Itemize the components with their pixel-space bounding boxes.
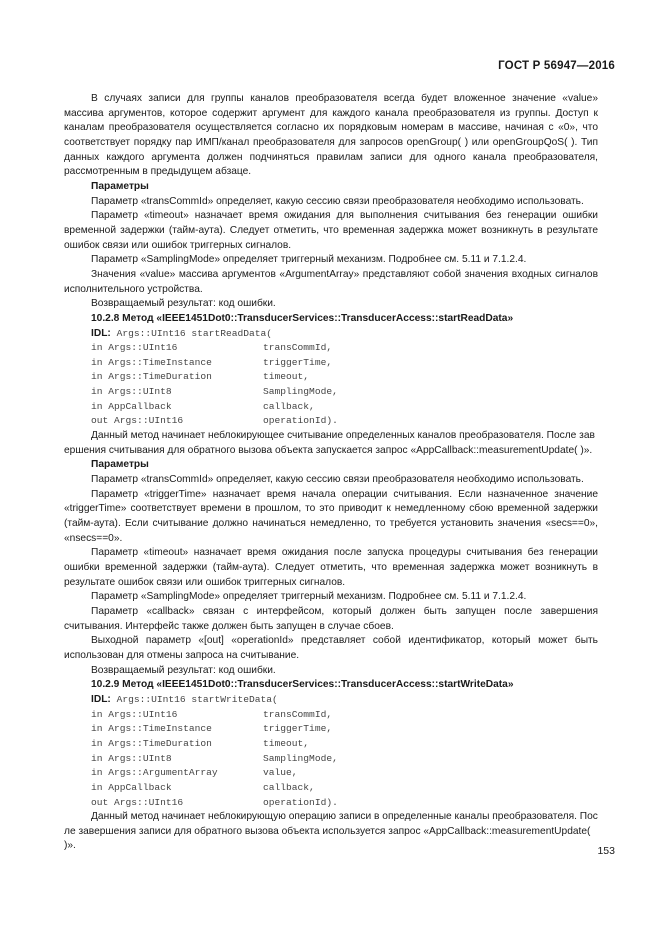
code-arg-type: in Args::ArgumentArray <box>91 767 218 779</box>
paragraph: Параметр «callback» связан с интерфейсом, который должен быть запущен после завершения считывания. Интерфейс также должен быть запущен в случае сбоев. <box>64 605 598 632</box>
code-arg-type: out Args::UInt16 <box>91 415 184 427</box>
paragraph: Параметр «timeout» назначает время ожидания после запуска процедуры считывания без генерации ошибки временной задержки (тайм-аута). Следует отметить, что временная задержка может возникнуть в результате ошибок связи или ошибок триггерных сигналов. <box>64 547 598 588</box>
idl-code-block <box>64 327 598 430</box>
code-arg-name: transCommId, <box>263 342 333 354</box>
section-heading-10-2-9: 10.2.9 Метод «IEEE1451Dot0::TransducerServices::TransducerAccess::startWriteData» <box>91 679 514 691</box>
code-arg-name: triggerTime, <box>263 356 333 368</box>
paragraph: Возвращаемый результат: код ошибки. <box>91 664 276 676</box>
paragraph: Значения «value» массива аргументов «ArgumentArray» представляют собой значения входных сигналов исполнительного устройства. <box>64 268 598 295</box>
paragraph: Данный метод начинает неблокирующую операцию записи в определенные каналы преобразователя. После завершения записи для обратного вызова объекта используется запрос «AppCallback::measurementUpdate( )». <box>64 811 598 852</box>
code-arg-type: in AppCallback <box>91 781 172 793</box>
paragraph: Данный метод начинает неблокирующее считывание определенных каналов преобразователя. После завершения считывания для обратного вызова объекта запускается запрос «AppCallback::measurementUpdate( )». <box>64 430 595 456</box>
paragraph: Параметр «transCommId» определяет, какую сессию связи преобразователя необходимо использовать. <box>91 195 584 207</box>
params-heading: Параметры <box>91 459 149 471</box>
code-arg-type: in Args::UInt16 <box>91 342 178 354</box>
idl-signature: Args::UInt16 startReadData( <box>110 327 273 339</box>
paragraph: Выходной параметр «[out] «operationId» представляет собой идентификатор, который может быть использован для отмены запроса на считывание. <box>64 635 598 661</box>
paragraph: Параметр «triggerTime» назначает время начала операции считывания. Если назначенное значение «triggerTime» соответствует времени в прошлом, то это приводит к немедленному сбою временной задержки (тайм-аута). Если считывание должно начинаться немедленно, то требуется установить значения «secs==0», «nsecs==0». <box>64 488 598 544</box>
code-arg-type: in Args::TimeInstance <box>91 356 212 368</box>
code-arg-name: operationId). <box>263 415 338 427</box>
code-arg-type: in Args::TimeInstance <box>91 723 212 735</box>
paragraph: Параметр «transCommId» определяет, какую сессию связи преобразователя необходимо использовать. <box>91 474 584 486</box>
idl-code-block <box>64 693 598 810</box>
paragraph: Параметр «SamplingMode» определяет триггерный механизм. Подробнее см. 5.11 и 7.1.2.4. <box>91 591 527 603</box>
code-arg-name: SamplingMode, <box>263 752 338 764</box>
section-heading-10-2-8: 10.2.8 Метод «IEEE1451Dot0::TransducerServices::TransducerAccess::startReadData» <box>91 312 514 324</box>
page-number: 153 <box>597 845 615 857</box>
code-arg-name: triggerTime, <box>263 723 333 735</box>
code-arg-type: out Args::UInt16 <box>91 796 184 808</box>
code-arg-name: timeout, <box>263 737 310 749</box>
code-arg-type: in Args::TimeDuration <box>91 737 212 749</box>
code-arg-name: value, <box>263 767 298 779</box>
paragraph: Возвращаемый результат: код ошибки. <box>91 298 276 310</box>
paragraph: В случаях записи для группы каналов преобразователя всегда будет вложенное значение «value» массива аргументов, которое содержит аргумент для каждого канала преобразователя из группы. Доступ к каналам преобразователя осуществляется согласно их порядковым номерам в массиве, начиная с «0», что соответствует порядку пар ИМП/канал преобразователя для запросов openGroup( ) или openGroupQoS( ). Тип данных каждого аргумента должен подчиняться правилам записи для одного канала преобразователя, рассмотренным в предыдущем абзаце. <box>64 93 598 178</box>
code-arg-name: timeout, <box>263 371 310 383</box>
code-arg-name: transCommId, <box>263 708 333 720</box>
idl-keyword: IDL: <box>91 693 111 705</box>
code-arg-name: SamplingMode, <box>263 386 338 398</box>
params-heading: Параметры <box>91 180 149 192</box>
code-arg-name: callback, <box>263 400 315 412</box>
paragraph: Параметр «timeout» назначает время ожидания для выполнения считывания без генерации ошибки временной задержки (тайм-аута). Следует отметить, что временная задержка может возникнуть в результате ошибок связи или ошибок триггерных сигналов. <box>64 210 598 251</box>
code-arg-name: operationId). <box>263 796 338 808</box>
code-arg-type: in Args::TimeDuration <box>91 371 212 383</box>
idl-signature: Args::UInt16 startWriteData( <box>110 693 278 705</box>
code-arg-type: in Args::UInt16 <box>91 708 178 720</box>
code-arg-name: callback, <box>263 781 315 793</box>
idl-keyword: IDL: <box>91 327 111 339</box>
document-header: ГОСТ Р 56947—2016 <box>498 60 615 72</box>
code-arg-type: in Args::UInt8 <box>91 386 172 398</box>
paragraph: Параметр «SamplingMode» определяет триггерный механизм. Подробнее см. 5.11 и 7.1.2.4. <box>91 254 527 266</box>
code-arg-type: in Args::UInt8 <box>91 752 172 764</box>
page-content <box>64 92 598 854</box>
code-arg-type: in AppCallback <box>91 400 172 412</box>
